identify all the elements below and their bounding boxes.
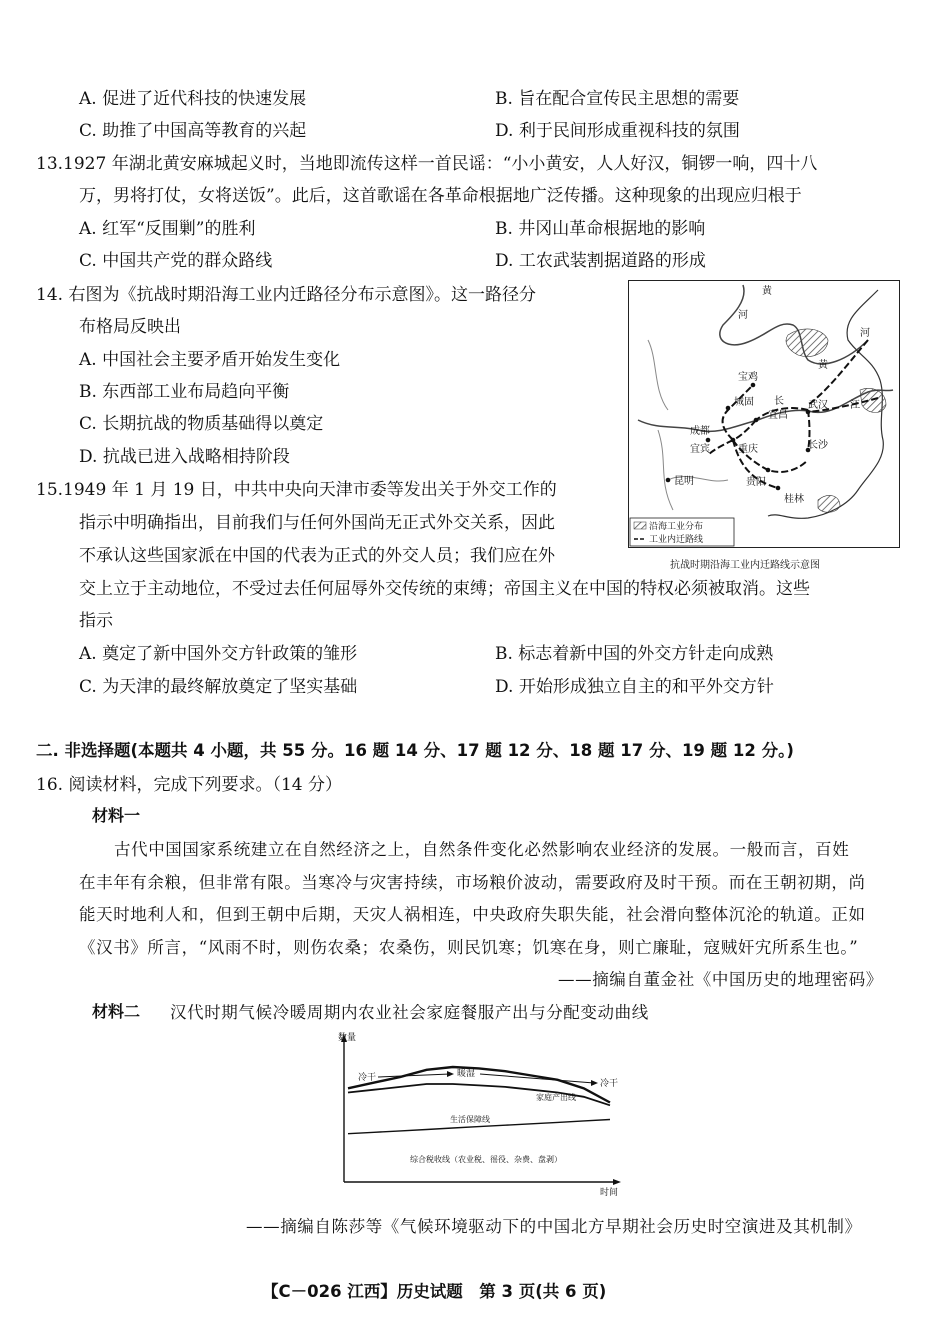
map-caption: 抗战时期沿海工业内迁路线示意图 <box>670 560 820 571</box>
material2-title: 材料二 <box>92 1002 141 1021</box>
material1-line4: 《汉书》所言，“风雨不时，则伤农桑；农桑伤，则民饥寒；饥寒在身，则亡廉耻，寇贼奸宄所系生也。” <box>79 938 859 957</box>
q13-option-c: C. 中国共产党的群众路线 <box>79 251 273 271</box>
map-place: 宝鸡 <box>738 372 758 383</box>
label-living-guarantee: 生活保障线 <box>450 1115 490 1124</box>
material2-chart <box>330 1030 625 1198</box>
city-dot <box>751 383 756 388</box>
q15-option-a: A. 奠定了新中国外交方针政策的雏形 <box>79 644 358 664</box>
map-place: 长沙 <box>808 440 828 451</box>
q15-option-c: C. 为天津的最终解放奠定了坚实基础 <box>79 677 358 697</box>
city-dot <box>766 468 771 473</box>
map-place: 长 <box>774 396 784 407</box>
q15-stem-line4: 交上立于主动地位，不受过去任何屈辱外交传统的束缚；帝国主义在中国的特权必须被取消。这些 <box>79 579 810 599</box>
material2-source: ——摘编自陈莎等《气候环境驱动下的中国北方早期社会历史时空演进及其机制》 <box>246 1217 862 1236</box>
q12-option-b: B. 旨在配合宣传民主思想的需要 <box>495 89 740 109</box>
map-place: 重庆 <box>738 444 758 455</box>
annotation-cold-dry-left: 冷干 <box>358 1073 377 1083</box>
legend-hatch-swatch <box>634 522 646 529</box>
annotation-warm-wet: 暖湿 <box>457 1069 476 1079</box>
city-dot <box>666 478 671 483</box>
material1-source: ——摘编自董金社《中国历史的地理密码》 <box>558 970 883 989</box>
map-place: 河 <box>738 310 748 321</box>
label-tax: 综合税收线（农业税、徭役、杂费、盘剥） <box>410 1155 562 1164</box>
city-dot <box>776 486 781 491</box>
map-place: 江 <box>850 400 860 411</box>
map-place: 桂林 <box>784 494 804 505</box>
material1-title: 材料一 <box>92 806 141 825</box>
annotation-cold-dry-right: 冷干 <box>600 1079 619 1089</box>
material1-line3: 能天时地利人和，但到王朝中后期，天灾人祸相连，中央政府失职失能，社会滑向整体沉沦的轨道。正如 <box>79 905 866 924</box>
material2-caption: 汉代时期气候冷暖周期内农业社会家庭餐服产出与分配变动曲线 <box>170 1003 649 1022</box>
q13-option-a: A. 红军“反围剿”的胜利 <box>79 219 256 239</box>
q14-stem-line2: 布格局反映出 <box>79 317 181 337</box>
q12-option-a: A. 促进了近代科技的快速发展 <box>79 89 307 109</box>
map-place: 贵阳 <box>746 477 766 488</box>
y-axis-label: 数量 <box>338 1033 357 1043</box>
annotation-arrowhead <box>591 1080 598 1086</box>
q13-option-d: D. 工农武装割据道路的形成 <box>495 251 706 271</box>
map-place: 昆明 <box>674 476 694 487</box>
map-place: 宜宾 <box>690 444 710 455</box>
q14-stem-line1: 14. 右图为《抗战时期沿海工业内迁路径分布示意图》。这一路径分 <box>36 285 536 305</box>
q14-option-b: B. 东西部工业布局趋向平衡 <box>79 382 290 402</box>
q14-map <box>628 280 900 548</box>
q15-stem-line5: 指示 <box>79 611 113 631</box>
material1-line1: 古代中国国家系统建立在自然经济之上，自然条件变化必然影响农业经济的发展。一般而言，百姓 <box>114 840 850 859</box>
q14-option-a: A. 中国社会主要矛盾开始发生变化 <box>79 350 341 370</box>
map-place: 城固 <box>734 397 754 408</box>
map-place: 黄 <box>818 360 828 371</box>
q16-stem: 16. 阅读材料，完成下列要求。（14 分） <box>36 775 342 795</box>
q15-option-d: D. 开始形成独立自主的和平外交方针 <box>495 677 774 697</box>
x-axis-arrow <box>613 1179 621 1185</box>
map-place: 河 <box>860 328 870 339</box>
q14-option-c: C. 长期抗战的物质基础得以奠定 <box>79 414 324 434</box>
legend-industry: 沿海工业分布 <box>649 522 704 532</box>
q13-stem-line1: 13.1927 年湖北黄安麻城起义时，当地即流传这样一首民谣：“小小黄安，人人好汉，铜锣一响，四十八 <box>36 154 818 174</box>
label-household-output: 家庭产出线 <box>536 1093 576 1102</box>
q15-stem-line3: 不承认这些国家派在中国的代表为正式的外交人员；我们应在外 <box>79 546 555 566</box>
q13-option-b: B. 井冈山革命根据地的影响 <box>495 219 706 239</box>
q12-option-d: D. 利于民间形成重视科技的氛围 <box>495 121 740 141</box>
q15-stem-line2: 指示中明确指出，目前我们与任何外国尚无正式外交关系，因此 <box>79 513 555 533</box>
q15-stem-line1: 15.1949 年 1 月 19 日，中共中央向天津市委等发出关于外交工作的 <box>36 480 557 500</box>
section2-heading: 二. 非选择题(本题共 4 小题，共 55 分。16 题 14 分、17 题 12 分、18 题 17 分、19 题 12 分。) <box>36 741 794 760</box>
page-footer: 【C－026 江西】历史试题 第 3 页(共 6 页) <box>262 1282 607 1301</box>
x-axis-label: 时间 <box>600 1188 619 1198</box>
q12-option-c: C. 助推了中国高等教育的兴起 <box>79 121 307 141</box>
city-dot <box>726 406 731 411</box>
material1-line2: 在丰年有余粮，但非常有限。当寒冷与灾害持续，市场粮价波动，需要政府及时干预。而在王朝初期，尚 <box>79 873 866 892</box>
city-dot <box>754 418 759 423</box>
map-place: 成都 <box>690 426 710 437</box>
annotation-arrowhead <box>447 1071 454 1077</box>
map-place: 武汉 <box>808 400 828 411</box>
city-dot <box>731 438 736 443</box>
city-dot <box>706 438 711 443</box>
map-place: 宜昌 <box>768 410 788 421</box>
q15-option-b: B. 标志着新中国的外交方针走向成熟 <box>495 644 774 664</box>
map-place: 黄 <box>762 286 772 297</box>
industry-area <box>818 495 840 512</box>
q14-option-d: D. 抗战已进入战略相持阶段 <box>79 447 290 467</box>
q13-stem-line2: 万，男将打仗，女将送饭”。此后，这首歌谣在各革命根据地广泛传播。这种现象的出现应归根于 <box>79 186 802 206</box>
legend-route: 工业内迁路线 <box>649 535 704 545</box>
